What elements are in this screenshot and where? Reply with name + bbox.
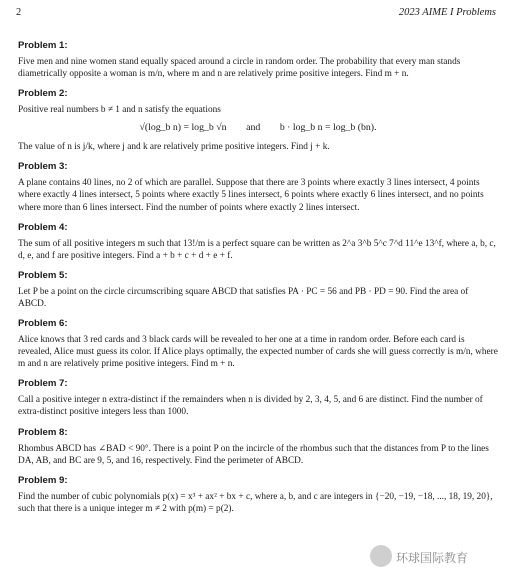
problem-equation: √(log_b n) = log_b √n and b · log_b n = log_b (bn).	[139, 122, 377, 134]
problem-heading: Problem 8:	[18, 426, 68, 438]
page-number: 2	[16, 7, 22, 18]
problem-text-continued: The value of n is j/k, where j and k are relatively prime positive integers. Find j + k.	[18, 142, 330, 153]
problem-7	[18, 378, 498, 418]
problem-2	[18, 88, 498, 153]
problem-text: A plane contains 40 lines, no 2 of which are parallel. Suppose that there are 3 points where exactly 3 lines intersect, 4 points where exactly 4 lines intersect, 5 points where exactly 5 lines intersect, 6 points where exactly 6 lines intersect, and no points where more than 6 lines intersect. Find the number of points where exactly 2 lines intersect.	[18, 178, 484, 213]
problem-text: Alice knows that 3 red cards and 3 black cards will be revealed to her one at a time in random order. Before each card is revealed, Alice must guess its color. If Alice plays optimally, the expected number of cards she will guess correctly is m/n, where m and n are relatively prime positive integers. Find m + n.	[18, 335, 498, 370]
problem-5	[18, 270, 498, 310]
problem-heading: Problem 2:	[18, 88, 68, 100]
problem-heading: Problem 7:	[18, 378, 68, 390]
problem-heading: Problem 4:	[18, 221, 68, 233]
problem-list	[18, 40, 498, 523]
problem-text: Five men and nine women stand equally spaced around a circle in random order. The probability that every man stands diametrically opposite a woman is m/n, where m and n are relatively prime positive integers. Find m + n.	[18, 57, 461, 80]
problem-9	[18, 475, 498, 515]
problem-heading: Problem 6:	[18, 318, 68, 330]
problem-text: Call a positive integer n extra-distinct if the remainders when n is divided by 2, 3, 4, 5, and 6 are distinct. Find the number of extra-distinct positive integers less than 1000.	[18, 395, 483, 418]
watermark	[370, 545, 508, 569]
problem-heading: Problem 1:	[18, 40, 68, 51]
problem-text: Let P be a point on the circle circumscribing square ABCD that satisfies PA · PC = 56 and PB · PD = 90. Find the area of ABCD.	[18, 286, 469, 309]
problem-4	[18, 222, 498, 262]
problem-heading: Problem 5:	[18, 269, 68, 281]
problem-3	[18, 161, 498, 213]
problem-heading: Problem 3:	[18, 161, 68, 173]
problem-8	[18, 427, 498, 467]
watermark-text: 环球国际教育	[396, 551, 469, 565]
problem-text: Rhombus ABCD has ∠BAD < 90°. There is a point P on the incircle of the rhombus such that the distances from P to the lines DA, AB, and BC are 9, 5, and 16, respectively. Find the perimeter of ABCD.	[18, 443, 489, 466]
watermark-logo-icon	[370, 545, 392, 567]
problem-heading: Problem 9:	[18, 474, 68, 486]
problem-text: The sum of all positive integers m such that 13!/m is a perfect square can be written as 2^a 3^b 5^c 7^d 11^e 13^f, where a, b, c, d, e, and f are positive integers. Find a + b + c + d + e + f.	[18, 238, 496, 261]
header-title: 2023 AIME I Problems	[398, 7, 496, 18]
problem-text: Find the number of cubic polynomials p(x) = x³ + ax² + bx + c, where a, b, and c are integers in {−20, −19, −18, ..., 18, 19, 20}, such that there is a unique integer m ≠ 2 with p(m) = p(2).	[18, 491, 493, 514]
problem-text: Positive real numbers b ≠ 1 and n satisfy the equations	[18, 105, 221, 116]
problem-1	[18, 40, 498, 80]
page-header	[16, 7, 496, 21]
problem-6	[18, 318, 498, 370]
